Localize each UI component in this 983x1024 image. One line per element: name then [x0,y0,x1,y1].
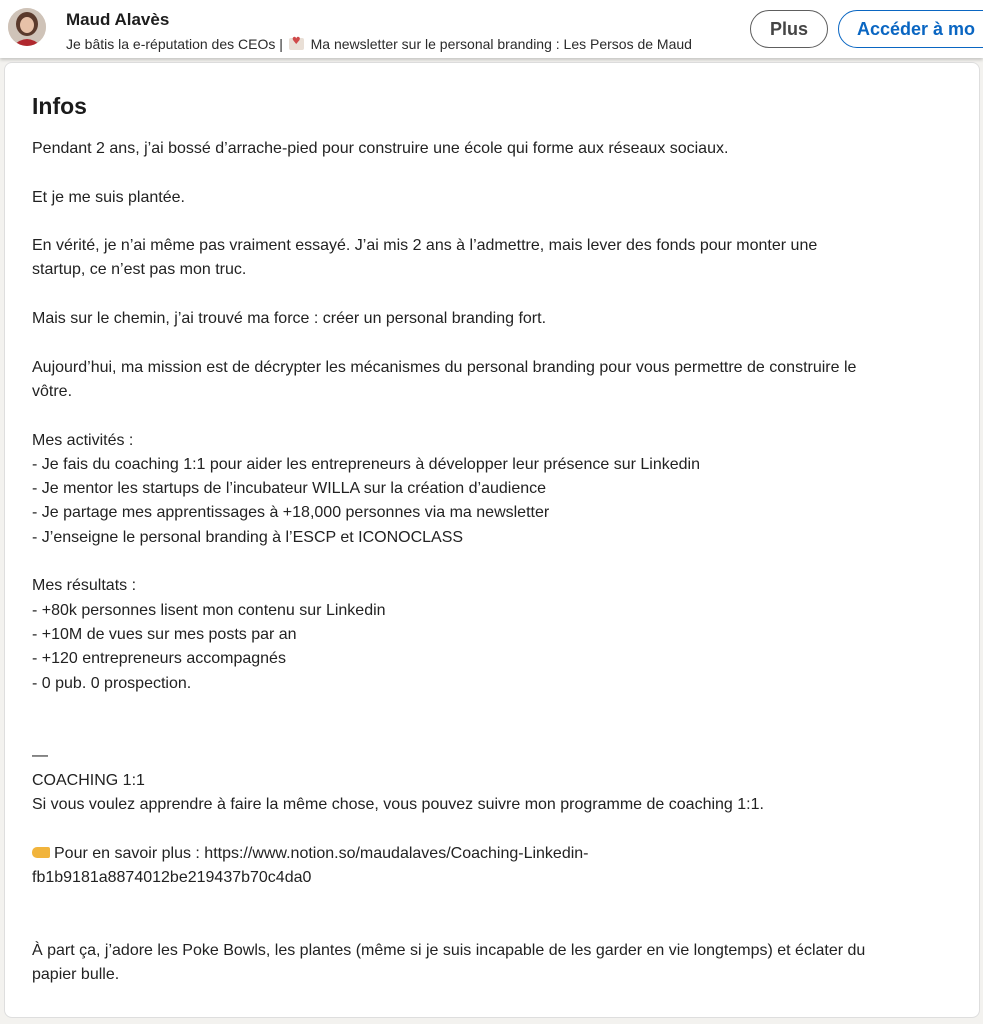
profile-headline [66,36,692,52]
about-line [32,404,962,428]
about-line [32,817,962,841]
about-line-text: - Je partage mes apprentissages à +18,000 personnes via ma newsletter [32,504,550,522]
about-line [32,720,962,744]
about-line [32,672,962,696]
about-line-text: Aujourd’hui, ma mission est de décrypter les mécanismes du personal branding pour vous permettre de construire le [32,358,857,376]
about-line-text: Et je me suis plantée. [32,188,185,206]
about-line-text: startup, ce n’est pas mon truc. [32,261,247,279]
about-line [32,380,962,404]
about-line [32,526,962,550]
about-line [32,258,962,282]
about-line-text: - Je mentor les startups de l’incubateur WILLA sur la création d’audience [32,480,547,498]
about-text [32,137,962,987]
profile-sticky-header [0,0,983,58]
about-line [32,574,962,598]
profile-name[interactable]: Maud Alavès [66,10,170,29]
about-line-text: - J’enseigne le personal branding à l’ESCP et ICONOCLASS [32,528,464,546]
about-section [4,62,980,1018]
about-line-text: - +120 entrepreneurs accompagnés [32,650,286,668]
heart-letter-icon [289,38,304,50]
about-line-text: - +10M de vues sur mes posts par an [32,625,297,643]
about-line [32,161,962,185]
about-line-text: COACHING 1:1 [32,771,145,789]
about-line [32,696,962,720]
avatar-photo-icon [8,8,46,46]
about-line-text: - 0 pub. 0 prospection. [32,674,192,692]
about-line [32,769,962,793]
about-line [32,623,962,647]
about-line [32,234,962,258]
access-button[interactable]: Accéder à mo [838,10,983,48]
about-line [32,453,962,477]
about-line [32,429,962,453]
about-line [32,915,962,939]
about-line [32,186,962,210]
about-line [32,647,962,671]
about-line [32,842,962,866]
about-line [32,477,962,501]
about-line [32,599,962,623]
about-line-text: En vérité, je n’ai même pas vraiment essayé. J’ai mis 2 ans à l’admettre, mais lever des fonds pour monter une [32,237,818,255]
about-line-text: Si vous voulez apprendre à faire la même chose, vous pouvez suivre mon programme de coaching 1:1. [32,796,764,814]
about-line-text: Pendant 2 ans, j’ai bossé d’arrache-pied pour construire une école qui forme aux réseaux sociaux. [32,140,729,157]
about-line [32,331,962,355]
about-line [32,963,962,987]
headline-text-start: Je bâtis la e-réputation des CEOs | [66,36,287,52]
about-line-text: papier bulle. [32,966,120,984]
about-line-text: Mes résultats : [32,577,137,595]
about-line-text: À part ça, j’adore les Poke Bowls, les plantes (même si je suis incapable de les garder en vie longtemps) et éclater du [32,941,866,959]
about-line [32,550,962,574]
about-line [32,793,962,817]
pointing-hand-icon [32,847,50,858]
about-line [32,307,962,331]
about-line-text: Mes activités : [32,431,134,449]
about-line-text: fb1b9181a8874012be219437b70c4da0 [32,868,312,886]
about-line [32,210,962,234]
avatar[interactable] [8,8,46,46]
about-line [32,866,962,890]
about-line-text: - Je fais du coaching 1:1 pour aider les entrepreneurs à développer leur présence sur Linkedin [32,455,700,473]
about-line [32,137,962,161]
headline-text-end: Ma newsletter sur le personal branding : Les Persos de Maud [306,36,692,52]
about-line-text: — [32,747,48,765]
section-title: Infos [32,93,87,119]
about-line [32,890,962,914]
about-line-text: Mais sur le chemin, j’ai trouvé ma force : créer un personal branding fort. [32,310,547,328]
about-line-text: vôtre. [32,382,73,400]
about-line-text: Pour en savoir plus : https://www.notion.so/maudalaves/Coaching-Linkedin- [54,844,589,862]
about-line [32,501,962,525]
about-line [32,939,962,963]
more-button[interactable]: Plus [750,10,828,48]
about-line [32,283,962,307]
about-line [32,356,962,380]
about-line-text: - +80k personnes lisent mon contenu sur Linkedin [32,601,386,619]
about-line [32,744,962,768]
